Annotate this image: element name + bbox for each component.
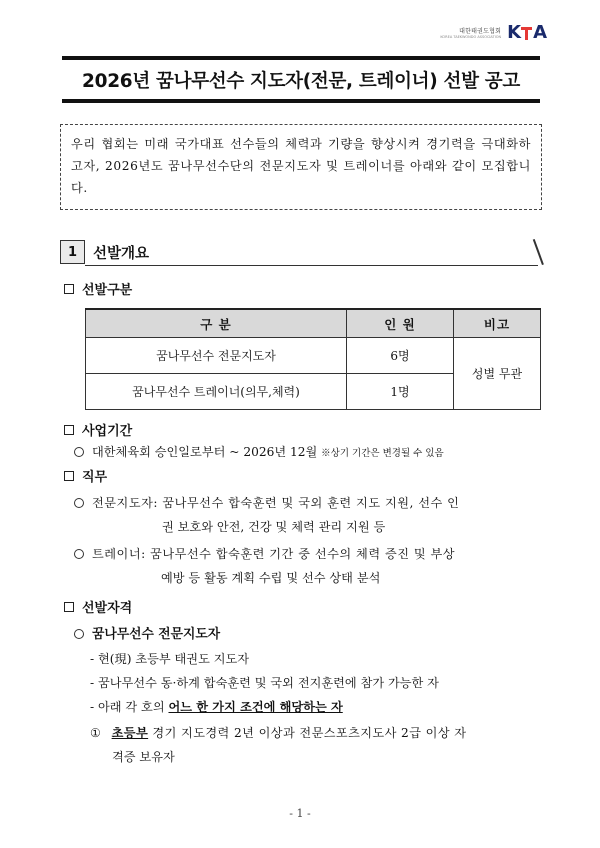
table-cell-type: 꿈나무선수 트레이너(의무,체력) [86,374,347,410]
title-rule-bottom [62,99,540,103]
qualification-sub-heading [74,623,220,642]
circle-bullet-icon [74,549,84,559]
subheading-duties-label: 직무 [82,470,108,485]
table-row [86,338,541,374]
qualification-numbered-1 [90,724,466,741]
section-slant-line [533,239,544,265]
checkbox-square-icon [64,602,74,612]
qualification-detail-3-emphasis: 어느 한 가지 조건에 해당하는 자 [168,700,343,714]
section-header [60,240,544,266]
subheading-selection [64,279,132,298]
table-cell-type: 꿈나무선수 전문지도자 [86,338,347,374]
section-title: 선발개요 [93,246,150,262]
circle-bullet-icon [74,629,84,639]
circle-bullet-icon [74,447,84,457]
duty-item-1-line-2: 권 보호와 안전, 건강 및 체력 관리 지원 등 [162,520,386,534]
qualification-numbered-1-emphasis: 초등부 [111,726,149,740]
subheading-selection-label: 선발구분 [82,283,133,298]
checkbox-square-icon [64,425,74,435]
page-number: - 1 - [289,807,311,820]
table-cell-count: 1명 [347,374,454,410]
logo-mark [507,22,546,43]
logo-letter-k: K [507,22,521,43]
section-underline [85,265,538,266]
logo-letter-t-icon [521,25,532,41]
checkbox-square-icon [64,471,74,481]
qualification-numbered-1-text: 경기 지도경력 2년 이상과 전문스포츠지도사 2급 이상 자 [148,726,467,740]
logo-text [440,26,501,39]
document-title-block [62,56,540,103]
subheading-duties [64,466,107,485]
duty-item-2-line-1 [74,545,455,562]
selection-table [85,308,541,410]
table-cell-count: 6명 [347,338,454,374]
numbered-marker: ① [90,726,102,740]
qualification-detail-2: - 꿈나무선수 동·하계 합숙훈련 및 국외 전지훈련에 참가 가능한 자 [90,676,439,690]
period-text: 대한체육회 승인일로부터 ~ 2026년 12월 [92,445,318,459]
checkbox-square-icon [64,284,74,294]
qualification-detail-1: - 현(現) 초등부 태권도 지도자 [90,652,250,666]
duty-item-2-text: 트레이너: 꿈나무선수 합숙훈련 기간 중 선수의 체력 증진 및 부상 [92,547,456,561]
subheading-period-label: 사업기간 [82,424,133,439]
period-line [74,443,444,460]
subheading-period [64,420,132,439]
subheading-qualification [64,597,132,616]
duty-item-2-line-2: 예방 등 활동 계획 수립 및 선수 상태 분석 [161,571,381,585]
subheading-qualification-label: 선발자격 [82,601,133,616]
table-header-row [86,309,541,338]
logo-letter-a: A [533,22,546,43]
logo-org-kr: 대한태권도협회 [459,28,502,35]
table-cell-note: 성별 무관 [454,338,541,410]
kta-logo [440,22,546,43]
qualification-sub-label: 꿈나무선수 전문지도자 [92,627,221,642]
qualification-detail-3 [90,698,343,715]
logo-org-en: KOREA TAEKWONDO ASSOCIATION [440,35,502,39]
period-note: ※상기 기간은 변경될 수 있음 [321,448,444,459]
table-header-count: 인 원 [347,309,454,338]
qualification-numbered-1-line-2: 격증 보유자 [112,750,175,764]
table-header-type: 구 분 [86,309,347,338]
document-title: 2026년 꿈나무선수 지도자(전문, 트레이너) 선발 공고 [82,70,520,92]
duty-item-1-line-1 [74,494,459,511]
circle-bullet-icon [74,498,84,508]
qualification-detail-3-prefix: - 아래 각 호의 [90,700,169,714]
duty-item-1-text: 전문지도자: 꿈나무선수 합숙훈련 및 국외 훈련 지도 지원, 선수 인 [92,496,460,510]
intro-box: 우리 협회는 미래 국가대표 선수들의 체력과 기량을 향상시켜 경기력을 극대화하고자, 2026년도 꿈나무선수단의 전문지도자 및 트레이너를 아래와 같이 모집합니다. [60,124,542,210]
section-number: 1 [60,240,85,264]
table-header-note: 비고 [454,309,541,338]
